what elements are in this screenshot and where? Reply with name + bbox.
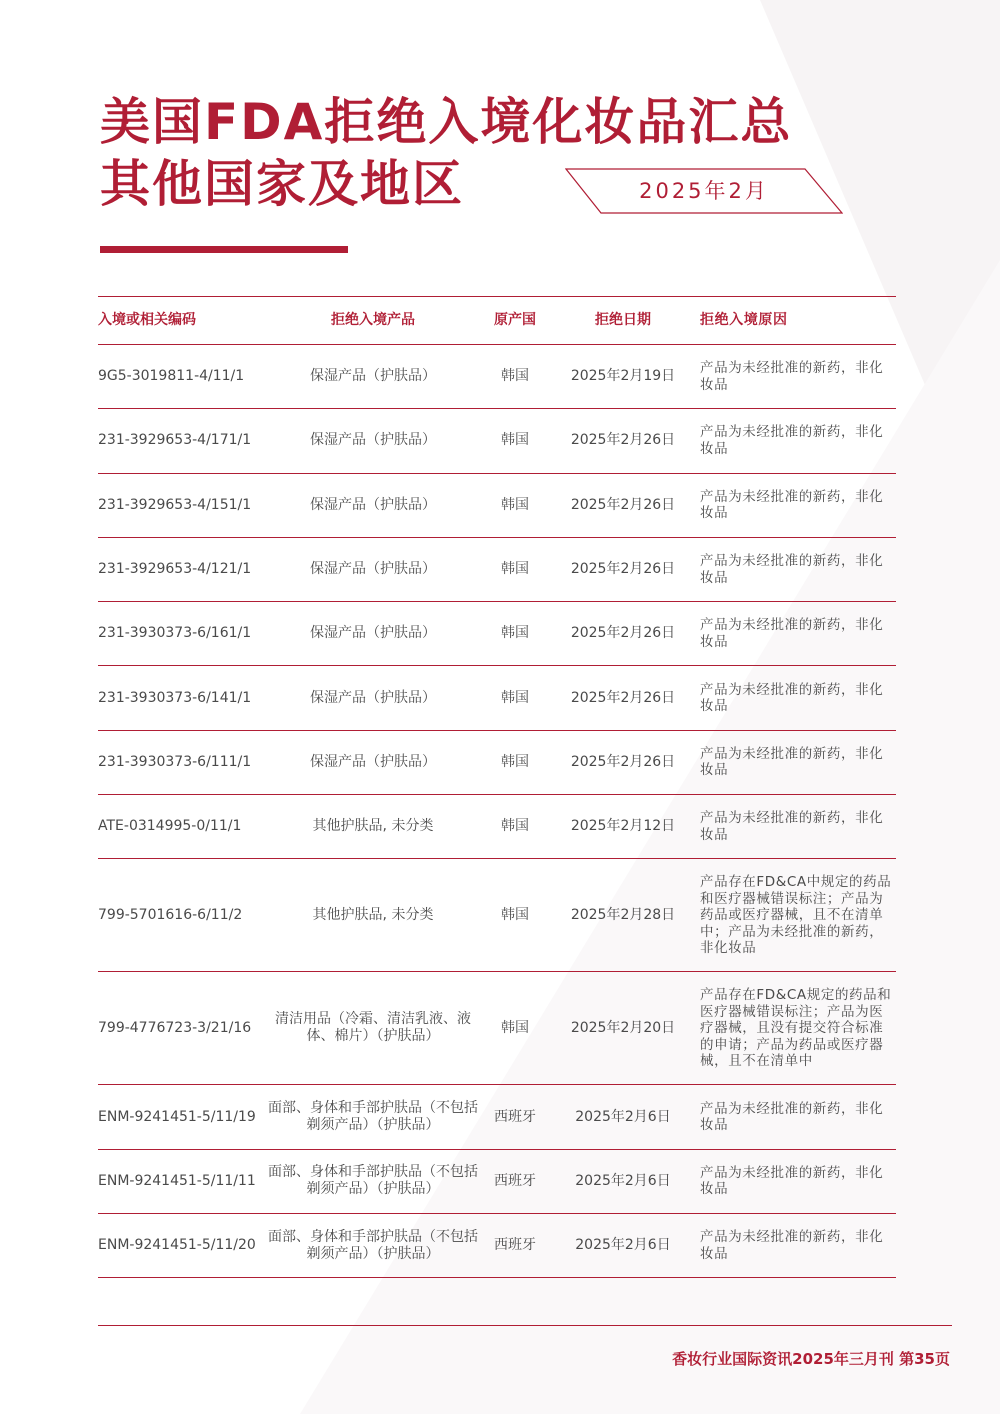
table-row [98,1214,896,1278]
title-underline-bar [100,246,348,253]
row-reason: 产品为未经批准的新药，非化妆品 [700,553,884,586]
row-product: 保湿产品（护肤品） [310,753,436,770]
row-reason: 产品为未经批准的新药，非化妆品 [700,1164,884,1198]
row-date: 2025年2月26日 [570,689,676,706]
row-origin: 西班牙 [494,1108,536,1125]
row-product: 保湿产品（护肤品） [310,496,436,513]
row-origin: 韩国 [501,689,529,706]
row-date: 2025年2月20日 [570,1019,676,1036]
row-product: 面部、身体和手部护肤品（不包括剃须产品）（护肤品） [268,1164,478,1198]
header-product: 拒绝入境产品 [331,312,415,328]
header-code: 入境或相关编码 [98,312,196,328]
row-origin: 韩国 [501,625,529,642]
row-origin: 韩国 [501,818,529,835]
row-date: 2025年2月26日 [570,753,676,770]
table-row [98,602,896,666]
row-date: 2025年2月6日 [575,1237,671,1254]
header-date: 拒绝日期 [595,312,651,328]
row-origin: 西班牙 [494,1237,536,1254]
row-product: 保湿产品（护肤品） [310,368,436,385]
row-code: 799-4776723-3/21/16 [98,1019,252,1036]
table-row [98,666,896,730]
date-tag [565,168,843,214]
row-date: 2025年2月26日 [570,561,676,578]
rejection-table [98,296,896,1278]
row-product: 其他护肤品, 未分类 [312,906,434,923]
row-code: 231-3929653-4/171/1 [98,432,252,449]
row-origin: 韩国 [501,496,529,513]
row-product: 保湿产品（护肤品） [310,625,436,642]
row-date: 2025年2月12日 [570,818,676,835]
row-product: 面部、身体和手部护肤品（不包括剃须产品）（护肤品） [268,1100,478,1134]
table-row [98,972,896,1085]
row-product: 保湿产品（护肤品） [310,689,436,706]
row-origin: 韩国 [501,432,529,449]
row-product: 保湿产品（护肤品） [310,432,436,449]
row-date: 2025年2月26日 [570,496,676,513]
row-code: 231-3929653-4/151/1 [98,496,252,513]
row-reason: 产品为未经批准的新药，非化妆品 [700,681,884,715]
row-origin: 韩国 [501,906,529,923]
row-date: 2025年2月28日 [570,906,676,923]
table-row [98,1085,896,1149]
row-code: 231-3930373-6/161/1 [98,625,252,642]
row-product: 面部、身体和手部护肤品（不包括剃须产品）（护肤品） [268,1228,478,1262]
row-date: 2025年2月6日 [575,1172,671,1189]
row-reason: 产品为未经批准的新药，非化妆品 [700,360,884,393]
row-origin: 韩国 [501,368,529,385]
row-reason: 产品为未经批准的新药，非化妆品 [700,424,884,457]
table-row [98,731,896,795]
page-title-line2: 其他国家及地区 [100,155,464,213]
row-date: 2025年2月6日 [575,1108,671,1125]
page-title-line1: 美国FDA拒绝入境化妆品汇总 [100,93,793,151]
header-origin: 原产国 [494,312,536,328]
row-date: 2025年2月26日 [570,432,676,449]
row-code: 231-3930373-6/111/1 [98,753,252,770]
row-origin: 韩国 [501,1019,529,1036]
row-code: 231-3929653-4/121/1 [98,561,252,578]
footer-divider [98,1325,952,1326]
table-row [98,409,896,473]
row-code: ENM-9241451-5/11/11 [98,1172,256,1189]
table-row [98,795,896,859]
row-reason: 产品为未经批准的新药，非化妆品 [700,745,884,779]
row-code: 9G5-3019811-4/11/1 [98,368,245,385]
row-reason: 产品为未经批准的新药，非化妆品 [700,1100,884,1134]
row-origin: 韩国 [501,561,529,578]
table-header-row [98,297,896,345]
row-reason: 产品为未经批准的新药，非化妆品 [700,1229,884,1262]
row-origin: 韩国 [501,753,529,770]
table-row [98,859,896,972]
row-date: 2025年2月19日 [570,368,676,385]
row-code: 231-3930373-6/141/1 [98,689,252,706]
row-reason: 产品为未经批准的新药，非化妆品 [700,488,884,522]
page-footer: 香妆行业国际资讯2025年三月刊 第35页 [672,1350,950,1368]
table-row [98,1150,896,1214]
table-row [98,474,896,538]
header-reason: 拒绝入境原因 [700,312,788,329]
row-reason: 产品存在FD&CA规定的药品和医疗器械错误标注；产品为医疗器械，且没有提交符合标准的申请；产品为药品或医疗器械，且不在清单中 [700,987,892,1070]
row-reason: 产品为未经批准的新药，非化妆品 [700,810,884,843]
row-product: 其他护肤品, 未分类 [312,818,434,835]
row-code: 799-5701616-6/11/2 [98,906,243,923]
row-reason: 产品存在FD&CA中规定的药品和医疗器械错误标注；产品为药品或医疗器械，且不在清单中；产品为未经批准的新药，非化妆品 [700,874,892,957]
row-reason: 产品为未经批准的新药，非化妆品 [700,617,884,650]
row-code: ENM-9241451-5/11/20 [98,1237,256,1254]
row-product: 清洁用品（冷霜、清洁乳液、液体、棉片）（护肤品） [275,1011,471,1045]
table-row [98,538,896,602]
row-code: ATE-0314995-0/11/1 [98,818,242,835]
row-date: 2025年2月26日 [570,625,676,642]
table-row [98,345,896,409]
row-product: 保湿产品（护肤品） [310,561,436,578]
date-tag-label: 2025年2月 [639,179,769,203]
row-code: ENM-9241451-5/11/19 [98,1108,256,1125]
row-origin: 西班牙 [494,1172,536,1189]
